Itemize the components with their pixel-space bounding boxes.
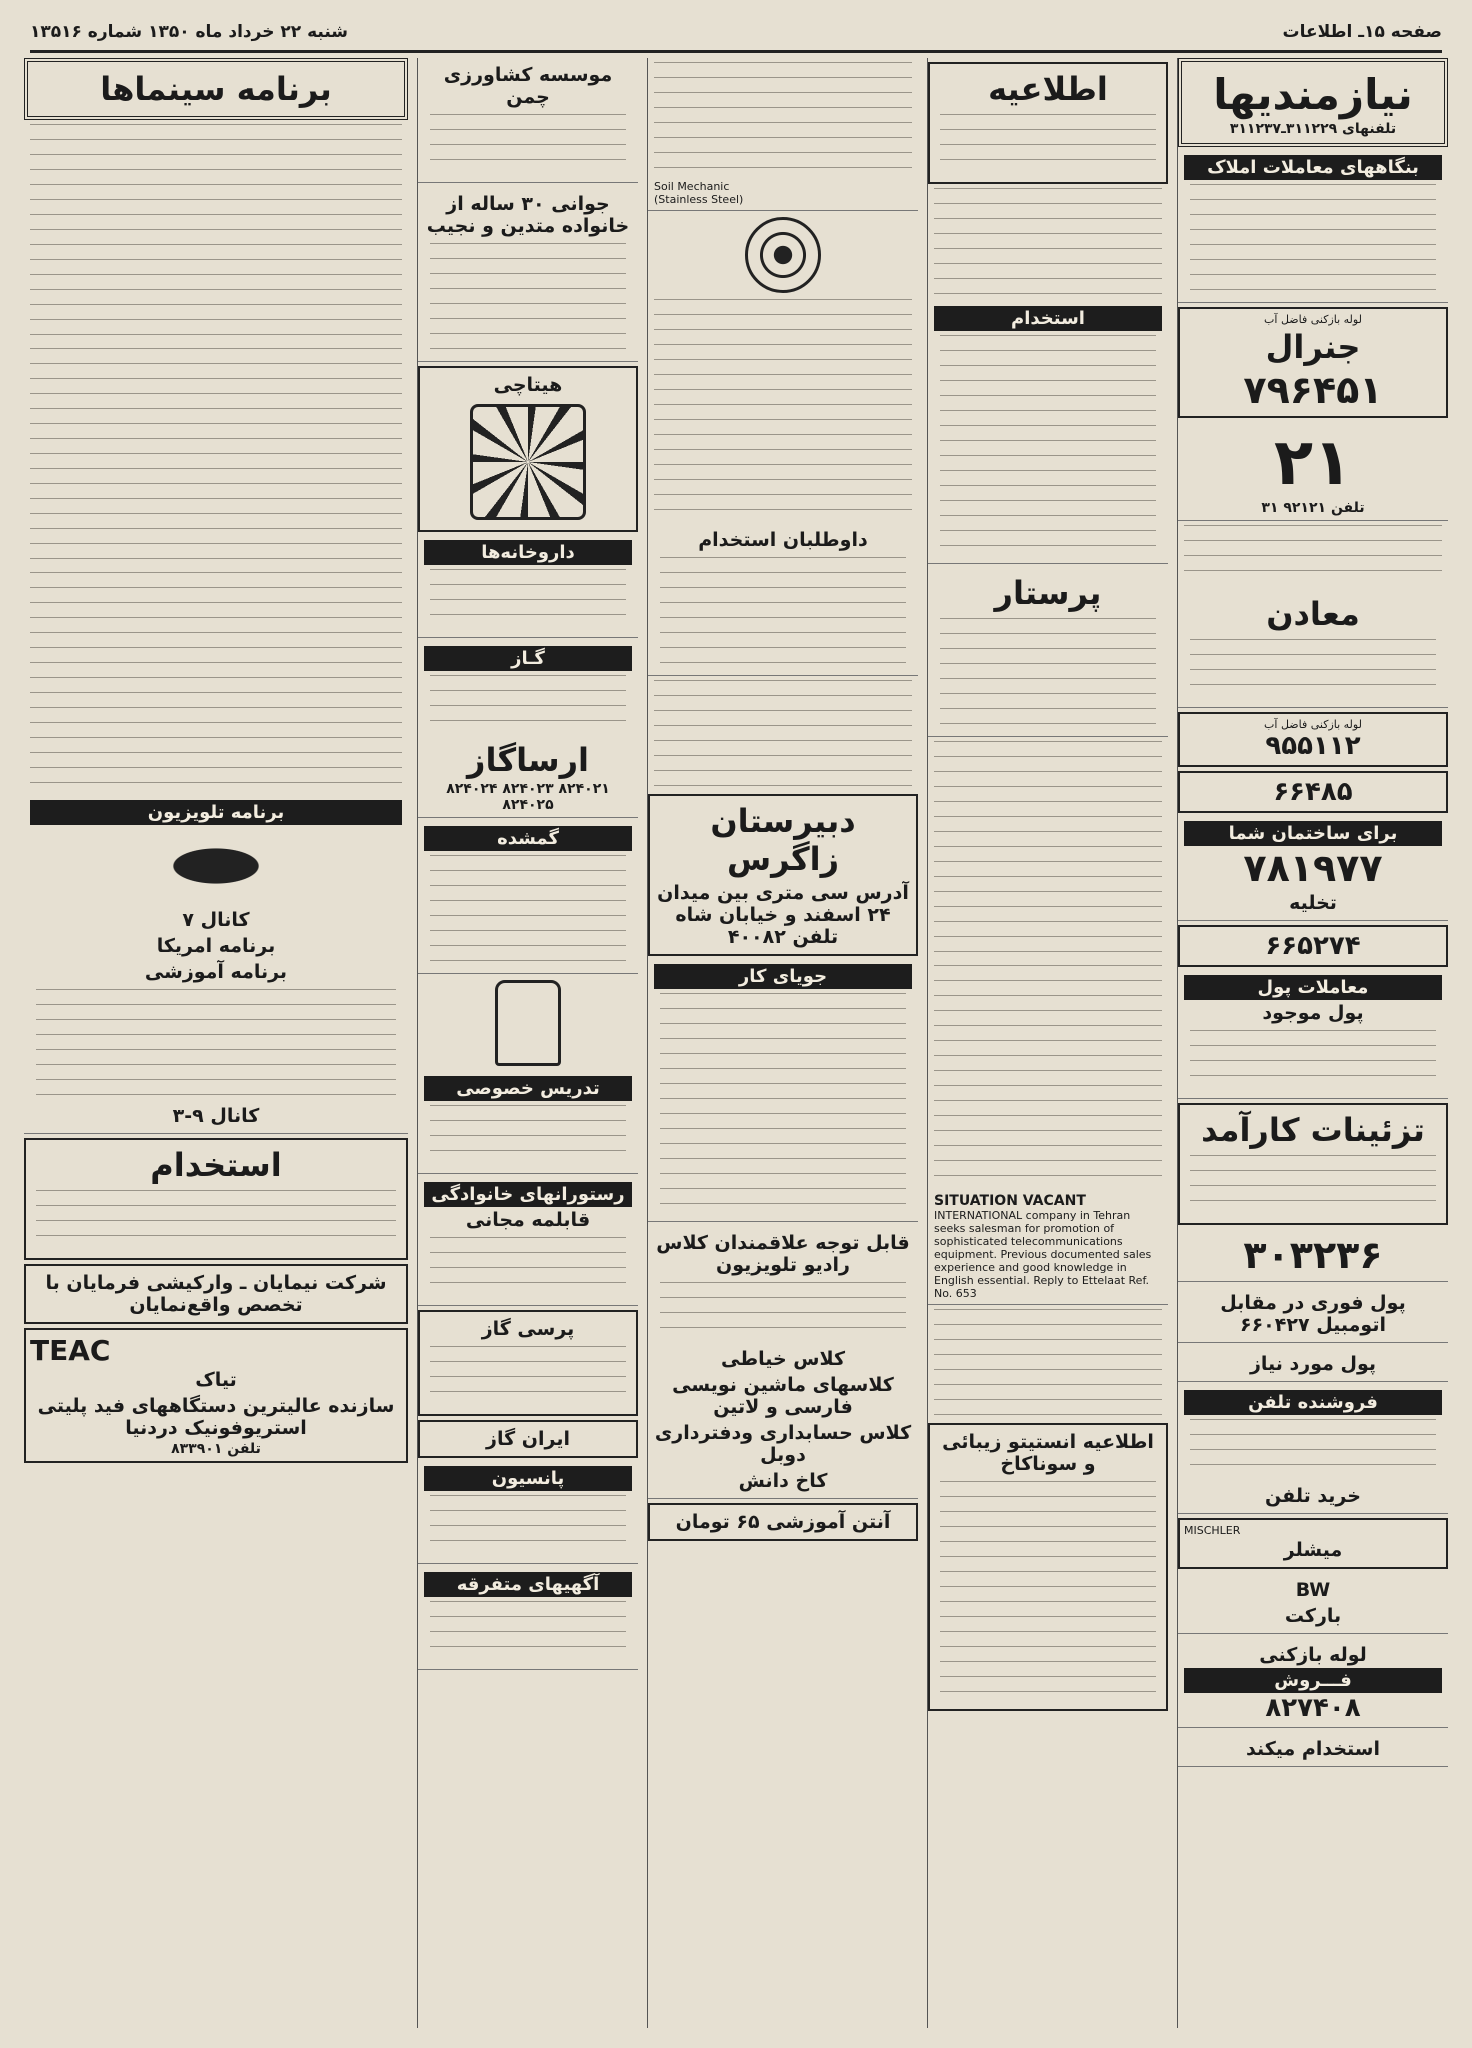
darookhaneh-heading: داروخانه‌ها [424,540,632,565]
maaden-title: معادن [1266,595,1360,633]
toole-bazkoni-title: لوله بازکنی [1259,1644,1367,1666]
hitachi-ad [418,366,638,532]
text-block [934,741,1162,961]
barket-ad [1178,1573,1448,1634]
situation-vacant-title: SITUATION VACANT [934,1193,1086,1209]
niazmandiha-title: نیازمندیها [1213,70,1413,119]
teac-logo: TEAC [30,1334,111,1367]
text-block [654,299,912,519]
pansion-section [418,1462,638,1564]
pool-niaz: پول مورد نیاز [1249,1353,1377,1375]
toolbazi-ad-2 [1178,712,1448,767]
fan-icon [470,404,586,520]
tv-listings [36,989,396,1099]
kharid-telefon: خرید تلفن [1265,1485,1361,1507]
davtalaban-ad [648,523,918,676]
kakh-danesh: کاخ دانش [738,1470,828,1492]
maaden-section [1178,589,1448,708]
column-left [24,58,408,2028]
teac-ad [24,1328,408,1463]
irangaz-ad [418,1420,638,1458]
text-block [934,188,1162,298]
sazman-number: ۲۱ [1273,426,1353,500]
text-block [934,1309,1162,1419]
restoran-section [418,1178,638,1306]
phone-303236: ۳۰۳۲۳۶ [1243,1233,1383,1277]
gaz-text [430,675,626,735]
pool-foori: پول فوری در مقابل اتومبیل ۶۶۰۴۲۷ [1220,1292,1406,1336]
gomshodeh-section [418,822,638,974]
telefon-text [1190,1419,1436,1479]
estekhdam-heading: استخدام [934,306,1162,331]
estekhdam-section [928,302,1168,564]
realestate-heading: بنگاههای معاملات املاک [1184,155,1442,180]
toolbazi-2-title: لوله بازکنی فاضل آب [1264,718,1362,731]
motafareghe-section [418,1568,638,1670]
estekhdam-mikonad-ad [1178,1732,1448,1767]
pansion-text [430,1495,626,1555]
nimayan-ad [24,1264,408,1324]
program-amoozeshi: برنامه آموزشی [144,961,288,983]
jooyaye-kar-text [660,993,906,1213]
phone-303236-ad [1178,1229,1448,1282]
jooyaye-kar-heading: جویای کار [654,964,912,989]
dabirestan-address: آدرس سی متری بین میدان ۲۴ اسفند و خیابان شاه تلفن ۴۰۰۸۲ [657,882,909,948]
tv-title: برنامه تلویزیون [30,800,402,825]
barket-title: بارکت [1284,1605,1342,1627]
motafareghe-text [430,1601,626,1661]
arsagaz-phones: ۸۲۴۰۲۱ ۸۲۴۰۲۳ ۸۲۴۰۲۴ ۸۲۴۰۲۵ [446,781,610,813]
estekhdam-mikonad: استخدام میکند [1246,1738,1380,1760]
column-right-ads [1177,58,1448,2028]
antenna-title: آنتن آموزشی ۶۵ تومان [675,1511,891,1533]
toolbazi-3-phone: ۶۶۴۸۵ [1273,777,1353,807]
general-phone: ۷۹۶۴۵۱ [1243,368,1383,412]
ettela-institute-ad [928,1423,1168,1711]
mischler-fa: میشلر [1283,1539,1343,1561]
soil-ad [648,176,918,211]
teac-desc: سازنده عالیترین دستگاههای فید پلیتی استریوفونیک دردنیا [37,1395,395,1439]
darookhaneh-text [430,569,626,629]
cinema-listings [30,572,402,792]
toolbazi-ad-4 [1178,925,1448,967]
parsgaz-ad [418,1310,638,1416]
general-title: جنرال [1265,328,1361,366]
ettela-title: اطلاعیه [988,70,1108,108]
sazman-phone: تلفن ۹۲۱۲۱ ۳۱ [1261,500,1365,516]
mischler-ad [1178,1518,1448,1569]
tv-program-section [24,796,408,1134]
radio-tv-class-ad [648,1226,918,1499]
davtalaban-text [660,557,906,667]
motafareghe-heading: آگهیهای متفرقه [424,1572,632,1597]
estekhdam-text [940,335,1156,555]
realestate-text [1190,184,1436,294]
telefon-section [1178,1386,1448,1514]
ettela-ad [928,62,1168,184]
situation-vacant-ad [928,1189,1168,1305]
kanal7-title: کانال ۷ [182,909,250,931]
forooshe-telefon: فروشنده تلفن [1184,1390,1442,1415]
company-emblem-icon [745,217,821,293]
toolbazi-4-phone: ۶۶۵۲۷۴ [1265,931,1361,961]
toolbazi-5-phone: ۸۲۷۴۰۸ [1265,1693,1361,1723]
parastar-title: پرستار [994,574,1102,612]
foroosh-heading: فـــروش [1184,1668,1442,1693]
general-pipe: لوله بازکنی فاضل آب [1264,313,1362,326]
toolbazi-ad-3 [1178,771,1448,813]
realestate-section [1178,151,1448,303]
sakhteman-phone: ۷۸۱۹۷۷ [1243,846,1383,890]
issue-date: شنبه ۲۲ خرداد ماه ۱۳۵۰ شماره ۱۳۵۱۶ [30,22,348,42]
radio-tv-class-text [660,1282,906,1342]
pool-niaz-ad [1178,1347,1448,1382]
niazmandiha-box [1178,58,1448,147]
parsgaz-title: پرسی گاز [481,1318,575,1340]
estekhdam-box [24,1138,408,1260]
program-amrika: برنامه امریکا [156,935,276,957]
moassese-text [430,114,626,174]
masthead [30,18,1442,53]
pool-mojood-title: پول موجود [1262,1002,1364,1024]
kanal9-title: کانال ۹-۳ [172,1105,260,1127]
restoran-heading: رستورانهای خانوادگی [424,1182,632,1207]
pool-foori-ad [1178,1286,1448,1343]
bw-logo: BW [1295,1579,1331,1601]
gomshodeh-heading: گمشده [424,826,632,851]
pool-text [1190,1030,1436,1090]
situation-vacant-text: INTERNATIONAL company in Tehran seeks salesman for promotion of sophisticated telecommunications equipment. Previous documented sales experience and good knowledge in English essential. Reply to Ettelaat Ref. No. 653 [934,1209,1152,1300]
column-2 [927,58,1168,2028]
page-label: صفحه ۱۵ـ اطلاعات [1282,22,1442,42]
darookhaneh-section [418,536,638,638]
mischler-brand: MISCHLER [1184,1524,1241,1537]
ettela-institute-text [940,1481,1156,1701]
gaz-heading: گـاز [424,646,632,671]
khayati-title: کلاس خیاطی [720,1348,845,1370]
javan-ad [418,187,638,362]
antenna-ad [648,1503,918,1541]
karamad-ad [1178,1103,1448,1225]
parastar-ad [928,568,1168,737]
ettela-text [940,114,1156,174]
arsagaz-title: ارساگاز [467,741,589,779]
toole-bazkoni-ad [1178,1638,1448,1728]
sazman-ad [1178,422,1448,521]
dabirestan-ad [648,794,918,956]
sakhteman-heading: برای ساختمان شما [1184,821,1442,846]
parsgaz-text [430,1346,626,1406]
moassese-ad [418,58,638,183]
tadris-section [418,1072,638,1174]
toolbazi-2-phone: ۹۵۵۱۱۲ [1265,731,1361,761]
cinema-listings [30,348,402,568]
column-3 [647,58,918,2028]
sakhteman-ad [1178,817,1448,921]
hitachi-title: هیتاچی [493,374,563,396]
parastar-text [940,618,1156,728]
pool-section [1178,971,1448,1099]
teac-phone: تلفن ۸۳۳۹۰۱ [171,1441,261,1457]
javan-text [430,243,626,353]
estekhdam-box-title: استخدام [150,1146,282,1184]
gaz-section [418,642,638,818]
moassese-title: موسسه کشاورزی چمن [443,64,613,108]
pansion-heading: پانسیون [424,1466,632,1491]
mashin-title: کلاسهای ماشین نویسی فارسی و لاتین [672,1374,894,1418]
niazmandiha-phones: تلفنهای ۳۱۱۲۲۹ـ۳۱۱۲۳۷ [1229,121,1397,137]
irangaz-title: ایران گاز [486,1428,570,1450]
tadris-heading: تدریس خصوصی [424,1076,632,1101]
javan-title: جوانی ۳۰ ساله از خانواده متدین و نجیب [426,193,630,237]
column-4 [417,58,638,2028]
jooyaye-kar-section [648,960,918,1222]
takhlieh-title: تخلیه [1289,892,1337,914]
karamad-text [1190,1155,1436,1215]
moamelat-pool-heading: معاملات پول [1184,975,1442,1000]
text-block [1184,525,1442,585]
gas-cylinder-icon [495,980,561,1066]
general-ad [1178,307,1448,418]
nimayan-title: شرکت نیمایان ـ وارکیشی فرمایان با تخصص واقع‌نمایان [45,1272,387,1316]
tv-logo-icon [131,831,301,901]
soil-mechanic: Soil Mechanic [654,180,730,193]
radio-tv-class-title: قابل توجه علاقمندان کلاس رادیو تلویزیون [656,1232,910,1276]
dabirestan-title: دبیرستان زاگرس [710,802,856,878]
davtalaban-title: داوطلبان استخدام [698,529,868,551]
teac-fa: تیاک [195,1369,237,1391]
maaden-text [1190,639,1436,699]
cinema-program-box [24,58,408,120]
restoran-text [430,1237,626,1297]
text-block [934,965,1162,1185]
hesabdari-title: کلاس حسابداری ودفترداری دوبل [654,1422,912,1466]
cinema-listings [30,124,402,344]
cinema-title: برنامه سینماها [100,70,332,108]
estekhdam-box-text [36,1190,396,1250]
gomshodeh-text [430,855,626,965]
ghabeleh-title: قابلمه مجانی [465,1209,591,1231]
stainless-steel: (Stainless Steel) [654,193,744,206]
ettela-institute-title: اطلاعیه انستیتو زیبائی و سوناکاخ [942,1431,1154,1475]
karamad-title: تزئینات کارآمد [1201,1111,1425,1149]
text-block [654,62,912,172]
tadris-text [430,1105,626,1165]
text-block [654,680,912,790]
